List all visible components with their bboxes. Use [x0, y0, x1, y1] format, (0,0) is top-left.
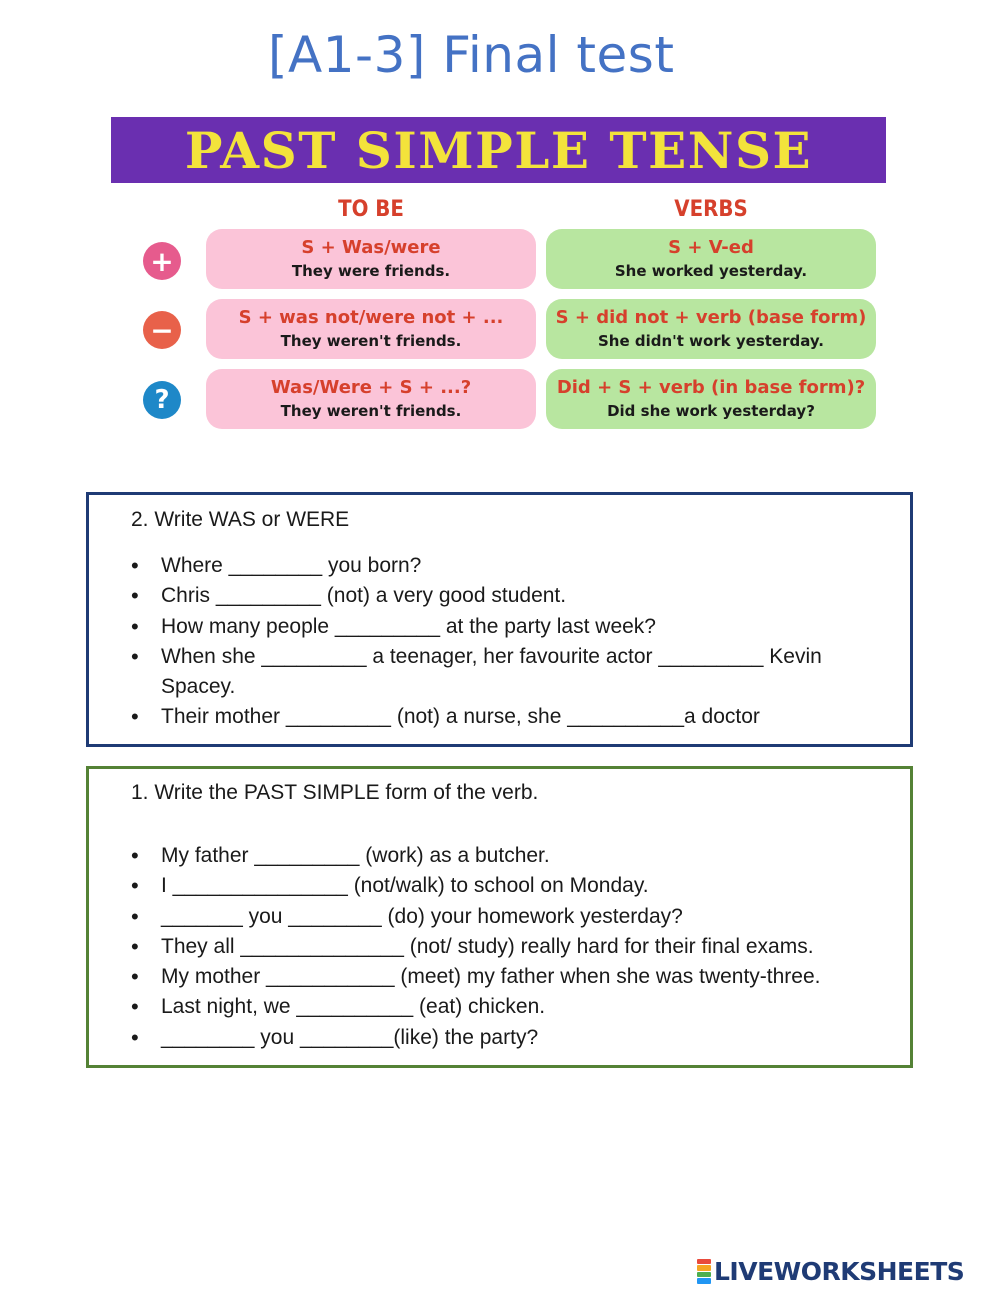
- question-sign: ?: [154, 385, 170, 415]
- minus-icon: [143, 311, 181, 349]
- exercise-was-were: [86, 492, 913, 747]
- tobe-affirmative-box: [206, 229, 536, 289]
- list-item: • I _______________ (not/walk) to school on Monday.: [129, 871, 869, 901]
- past-simple-infographic: [111, 117, 886, 442]
- infographic-banner: [111, 117, 886, 183]
- list-item: • _______ you ________ (do) your homework yesterday?: [129, 902, 869, 932]
- plus-icon: [143, 242, 181, 280]
- list-item: • Where ________ you born?: [129, 551, 849, 581]
- verb-negative-box: [546, 299, 876, 359]
- tobe-question-formula: Was/Were + S + ...?: [270, 377, 472, 398]
- column-heading-verbs: VERBS: [674, 197, 748, 222]
- brand-name: LIVEWORKSHEETS: [714, 1256, 965, 1286]
- verb-question-example: Did she work yesterday?: [607, 402, 815, 420]
- question-icon: [143, 381, 181, 419]
- list-item: • Last night, we __________ (eat) chicken.: [129, 992, 869, 1022]
- exercise-heading: 2. Write WAS or WERE: [131, 508, 350, 531]
- list-item: • When she _________ a teenager, her favourite actor _________ Kevin Spacey.: [129, 642, 849, 703]
- tobe-question-example: They weren't friends.: [280, 402, 462, 420]
- tobe-question-box: [206, 369, 536, 429]
- exercise-past-simple: [86, 766, 913, 1068]
- exercise-heading: 1. Write the PAST SIMPLE form of the verb.: [131, 781, 539, 804]
- verb-question-box: [546, 369, 876, 429]
- list-item: • My mother ___________ (meet) my father when she was twenty-three.: [129, 962, 869, 992]
- liveworksheets-brand: [697, 1256, 964, 1286]
- column-heading-to-be: TO BE: [338, 197, 404, 222]
- exercise-list: [129, 841, 869, 1053]
- tobe-affirmative-example: They were friends.: [291, 262, 451, 280]
- tobe-negative-formula: S + was not/were not + ...: [238, 307, 504, 328]
- list-item: • ________ you ________(like) the party?: [129, 1023, 869, 1053]
- list-item: • My father _________ (work) as a butcher.: [129, 841, 869, 871]
- banner-title: PAST SIMPLE TENSE: [184, 120, 813, 180]
- verb-question-formula: Did + S + verb (in base form)?: [556, 377, 866, 398]
- tobe-negative-example: They weren't friends.: [280, 332, 462, 350]
- verb-negative-formula: S + did not + verb (base form): [555, 307, 867, 328]
- minus-sign: −: [150, 313, 174, 347]
- list-item: • How many people _________ at the party last week?: [129, 612, 849, 642]
- verb-negative-example: She didn't work yesterday.: [597, 332, 825, 350]
- tobe-negative-box: [206, 299, 536, 359]
- verb-affirmative-example: She worked yesterday.: [614, 262, 808, 280]
- exercise-list: [129, 551, 849, 733]
- liveworksheets-logo-icon: [697, 1258, 711, 1284]
- list-item: • They all ______________ (not/ study) really hard for their final exams.: [129, 932, 869, 962]
- verb-affirmative-formula: S + V-ed: [668, 237, 754, 258]
- plus-sign: +: [150, 244, 174, 278]
- list-item: • Their mother _________ (not) a nurse, she __________a doctor: [129, 702, 849, 732]
- page-title: [A1-3] Final test: [268, 26, 675, 84]
- verb-affirmative-box: [546, 229, 876, 289]
- tobe-affirmative-formula: S + Was/were: [301, 237, 441, 258]
- list-item: • Chris _________ (not) a very good student.: [129, 581, 849, 611]
